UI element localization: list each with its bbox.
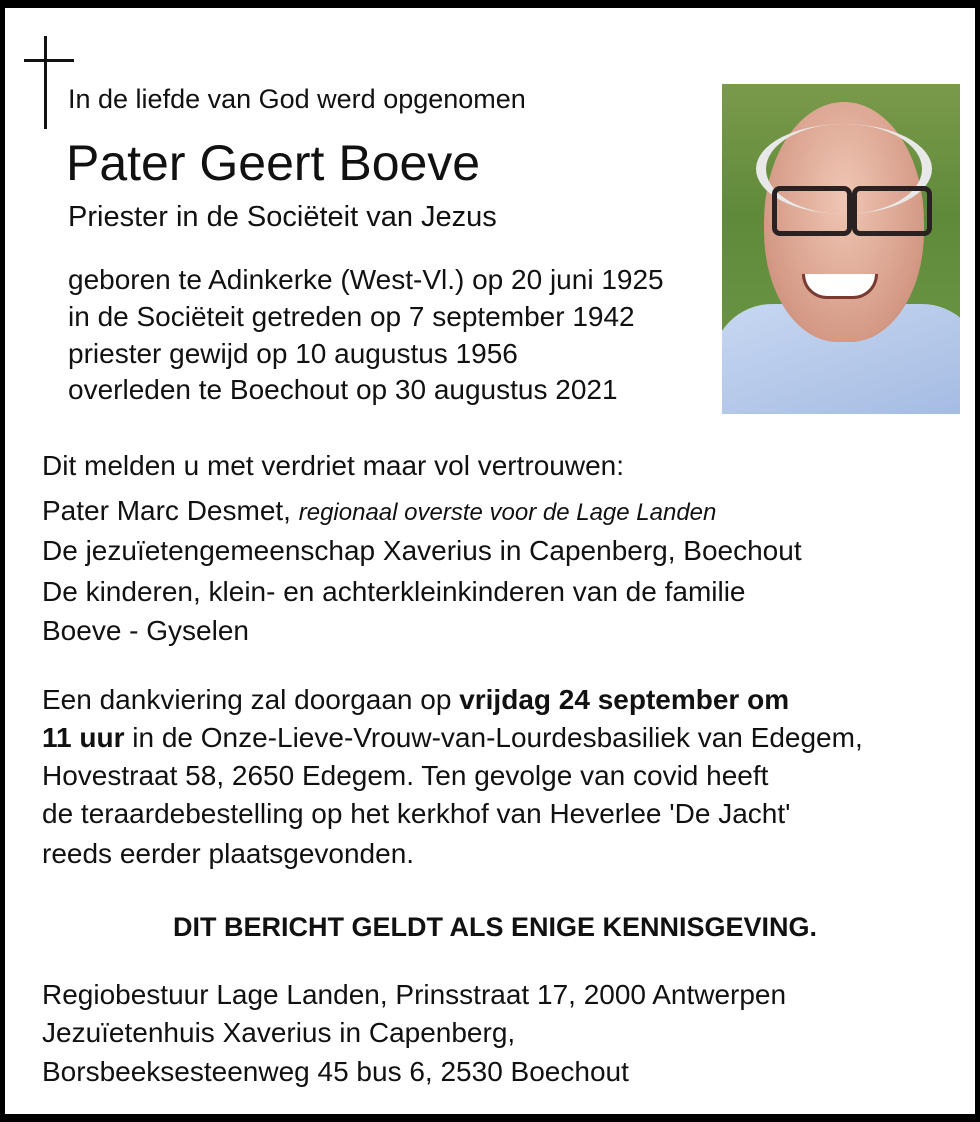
subtitle: Priester in de Sociëteit van Jezus bbox=[68, 201, 497, 233]
service-line: reeds eerder plaatsgevonden. bbox=[42, 838, 415, 869]
date-line: overleden te Boechout op 30 augustus 2021 bbox=[68, 374, 618, 405]
footer-address: Borsbeeksesteenweg 45 bus 6, 2530 Boechout bbox=[42, 1056, 629, 1087]
service-line bbox=[42, 686, 789, 714]
mourner-line: De kinderen, klein- en achterkleinkinderen van de familie bbox=[42, 576, 746, 607]
service-line: Hovestraat 58, 2650 Edegem. Ten gevolge van covid heeft bbox=[42, 760, 769, 791]
photo-glasses bbox=[852, 186, 932, 236]
service-line: de teraardebestelling op het kerkhof van Heverlee 'De Jacht' bbox=[42, 798, 791, 829]
service-time: 11 uur bbox=[42, 722, 125, 753]
mourners-intro: Dit melden u met verdriet maar vol vertrouwen: bbox=[42, 450, 624, 481]
mourner-line bbox=[42, 497, 716, 525]
footer-address: Regiobestuur Lage Landen, Prinsstraat 17, 2000 Antwerpen bbox=[42, 979, 787, 1010]
mourner-name: Pater Marc Desmet, bbox=[42, 495, 291, 526]
date-line: priester gewijd op 10 augustus 1956 bbox=[68, 338, 518, 369]
footer-address: Jezuïetenhuis Xaverius in Capenberg, bbox=[42, 1017, 516, 1048]
portrait-photo bbox=[722, 84, 960, 414]
notice-heading: DIT BERICHT GELDT ALS ENIGE KENNISGEVING. bbox=[172, 912, 818, 942]
intro-text: In de liefde van God werd opgenomen bbox=[68, 84, 526, 114]
service-text: Een dankviering zal doorgaan op bbox=[42, 684, 460, 715]
mourner-line: Boeve - Gyselen bbox=[42, 615, 249, 646]
mourner-role: regionaal overste voor de Lage Landen bbox=[298, 499, 717, 526]
cross-horizontal bbox=[24, 59, 74, 62]
cross-vertical bbox=[44, 36, 47, 129]
service-text: in de Onze-Lieve-Vrouw-van-Lourdesbasiliek van Edegem, bbox=[124, 722, 863, 753]
mourner-line: De jezuïetengemeenschap Xaverius in Capenberg, Boechout bbox=[42, 535, 802, 566]
photo-glasses bbox=[772, 186, 852, 236]
deceased-name: Pater Geert Boeve bbox=[66, 135, 481, 191]
service-date: vrijdag 24 september om bbox=[459, 684, 790, 715]
date-line: in de Sociëteit getreden op 7 september 1942 bbox=[68, 301, 635, 332]
date-line: geboren te Adinkerke (West-Vl.) op 20 juni 1925 bbox=[68, 264, 664, 295]
service-line bbox=[42, 724, 863, 752]
